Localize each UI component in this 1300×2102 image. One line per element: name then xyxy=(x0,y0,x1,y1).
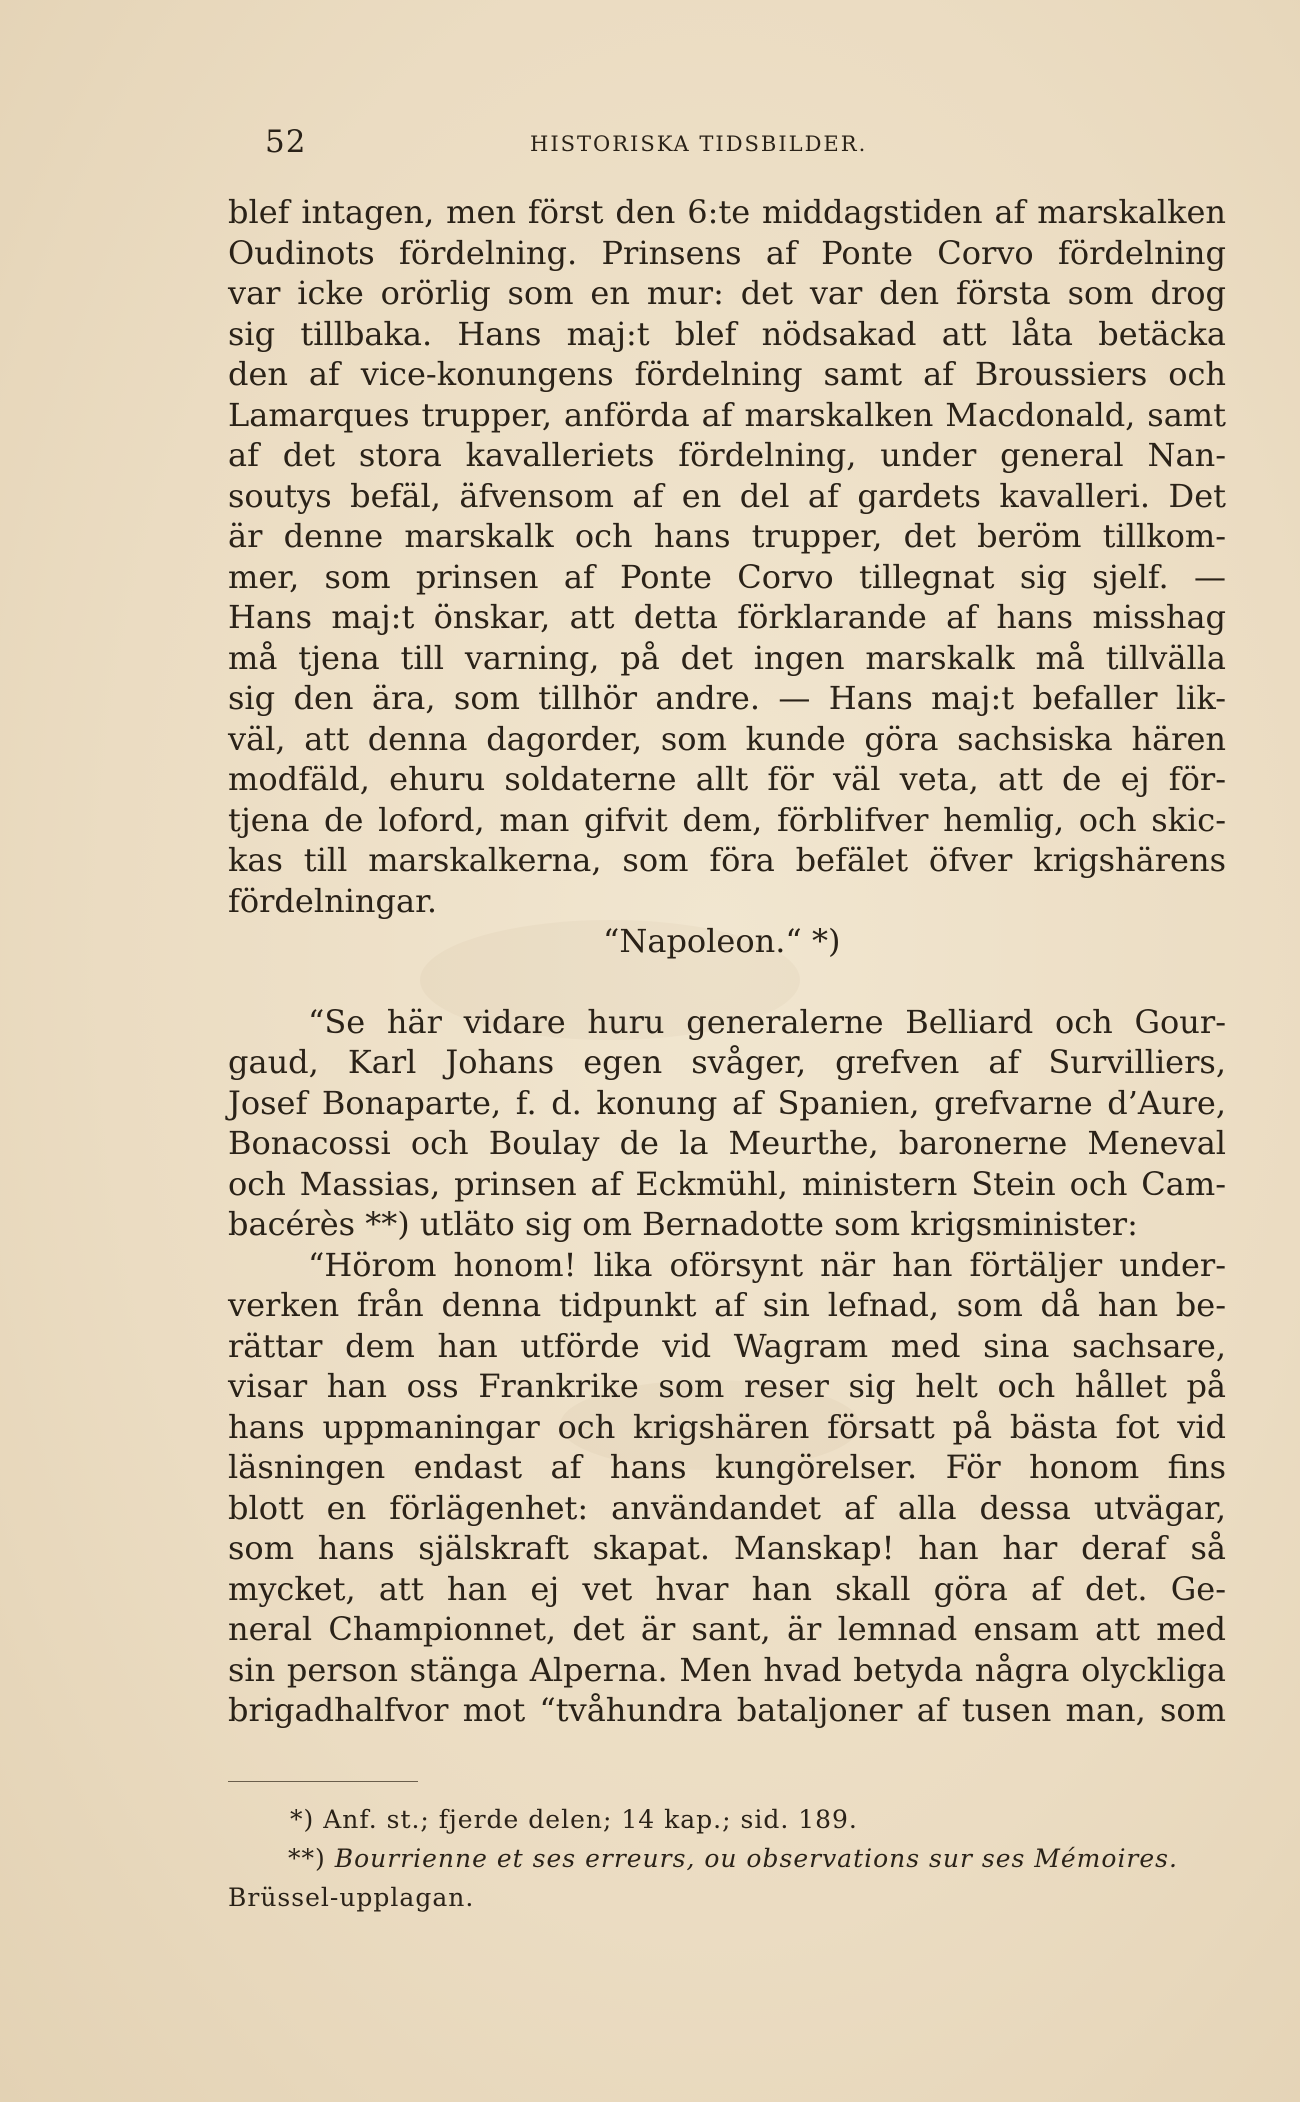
text-line: kas till marskalkerna, som föra befälet öfver krigshärens xyxy=(228,841,1226,879)
text-line: “Se här vidare huru generalerne Belliard och Gour- xyxy=(308,1002,1226,1041)
footnote-2-continuation: Brüssel-upplagan. xyxy=(228,1883,475,1912)
text-line: Oudinots fördelning. Prinsens af Ponte Corvo fördelning xyxy=(228,233,1226,272)
text-line: är denne marskalk och hans trupper, det beröm tillkom- xyxy=(228,517,1226,555)
text-line: sin person stänga Alperna. Men hvad betyda några olyckliga xyxy=(228,1650,1226,1689)
text-line: hans uppmaningar och krigshären försatt på bästa fot vid xyxy=(228,1407,1226,1446)
text-line: Josef Bonaparte, f. d. konung af Spanien, grefvarne d’Aure, xyxy=(228,1083,1226,1122)
footnote-2-marker: **) xyxy=(288,1844,326,1873)
text-line: soutys befäl, äfvensom af en del af gardets kavalleri. Det xyxy=(228,476,1226,515)
footnote-1: *) Anf. st.; fjerde delen; 14 kap.; sid. 189. xyxy=(290,1805,858,1834)
text-line: neral Championnet, det är sant, är lemnad ensam att med xyxy=(228,1610,1226,1648)
text-line: brigadhalfvor mot “tvåhundra bataljoner af tusen man, som xyxy=(228,1691,1226,1729)
running-title: HISTORISKA TIDSBILDER. xyxy=(530,132,868,156)
text-line: blott en förlägenhet: användandet af alla dessa utvägar, xyxy=(228,1488,1226,1527)
text-line: visar han oss Frankrike som reser sig helt och hållet på xyxy=(228,1367,1226,1405)
footnote-divider xyxy=(228,1781,418,1782)
text-line: mer, som prinsen af Ponte Corvo tillegnat sig sjelf. — xyxy=(228,557,1226,596)
text-line: “Hörom honom! lika oförsynt när han förtäljer under- xyxy=(308,1245,1226,1284)
text-line: modfäld, ehuru soldaterne allt för väl veta, att de ej för- xyxy=(228,760,1226,798)
text-line: som hans själskraft skapat. Manskap! han har deraf så xyxy=(228,1529,1226,1567)
text-line: mycket, att han ej vet hvar han skall göra af det. Ge- xyxy=(228,1569,1226,1608)
main-text xyxy=(228,192,1226,1731)
text-line: verken från denna tidpunkt af sin lefnad, som då han be- xyxy=(228,1286,1226,1324)
text-line: och Massias, prinsen af Eckmühl, ministern Stein och Cam- xyxy=(228,1164,1226,1203)
text-line: den af vice-konungens fördelning samt af Broussiers och xyxy=(228,355,1226,393)
page-number: 52 xyxy=(265,124,307,160)
text-line: af det stora kavalleriets fördelning, under general Nan- xyxy=(228,436,1226,474)
text-line: väl, att denna dagorder, som kunde göra sachsiska hären xyxy=(228,719,1226,758)
paragraph-gap xyxy=(228,962,1226,1002)
text-line: läsningen endast af hans kungörelser. För honom fins xyxy=(228,1448,1226,1486)
text-line: tjena de loford, man gifvit dem, förblifver hemlig, och skic- xyxy=(228,800,1226,839)
text-line: sig tillbaka. Hans maj:t blef nödsakad att låta betäcka xyxy=(228,314,1226,353)
text-line: må tjena till varning, på det ingen marskalk må tillvälla xyxy=(228,638,1226,677)
text-line: Hans maj:t önskar, att detta förklarande af hans misshag xyxy=(228,598,1226,636)
text-line: Bonacossi och Boulay de la Meurthe, baronerne Meneval xyxy=(228,1124,1226,1162)
footnotes xyxy=(228,1800,1226,1917)
text-line: var icke orörlig som en mur: det var den första som drog xyxy=(228,274,1226,312)
text-line: fördelningar. xyxy=(228,881,438,920)
page-header xyxy=(265,124,1225,164)
text-line: Lamarques trupper, anförda af marskalken Macdonald, samt xyxy=(228,395,1226,434)
text-line: sig den ära, som tillhör andre. — Hans maj:t befaller lik- xyxy=(228,679,1226,717)
text-line: blef intagen, men först den 6:te middagstiden af marskalken xyxy=(228,193,1226,231)
text-line: bacérès **) utläto sig om Bernadotte som krigsminister: xyxy=(228,1205,1138,1243)
text-line: gaud, Karl Johans egen svåger, grefven af Survilliers, xyxy=(228,1043,1226,1081)
footnote-2-title: Bourrienne et ses erreurs, ou observations sur ses Mémoires. xyxy=(334,1844,1178,1873)
signature-line: “Napoleon.“ *) xyxy=(603,922,841,960)
text-line: rättar dem han utförde vid Wagram med sina sachsare, xyxy=(228,1326,1226,1365)
footnote-2 xyxy=(228,1839,1226,1878)
